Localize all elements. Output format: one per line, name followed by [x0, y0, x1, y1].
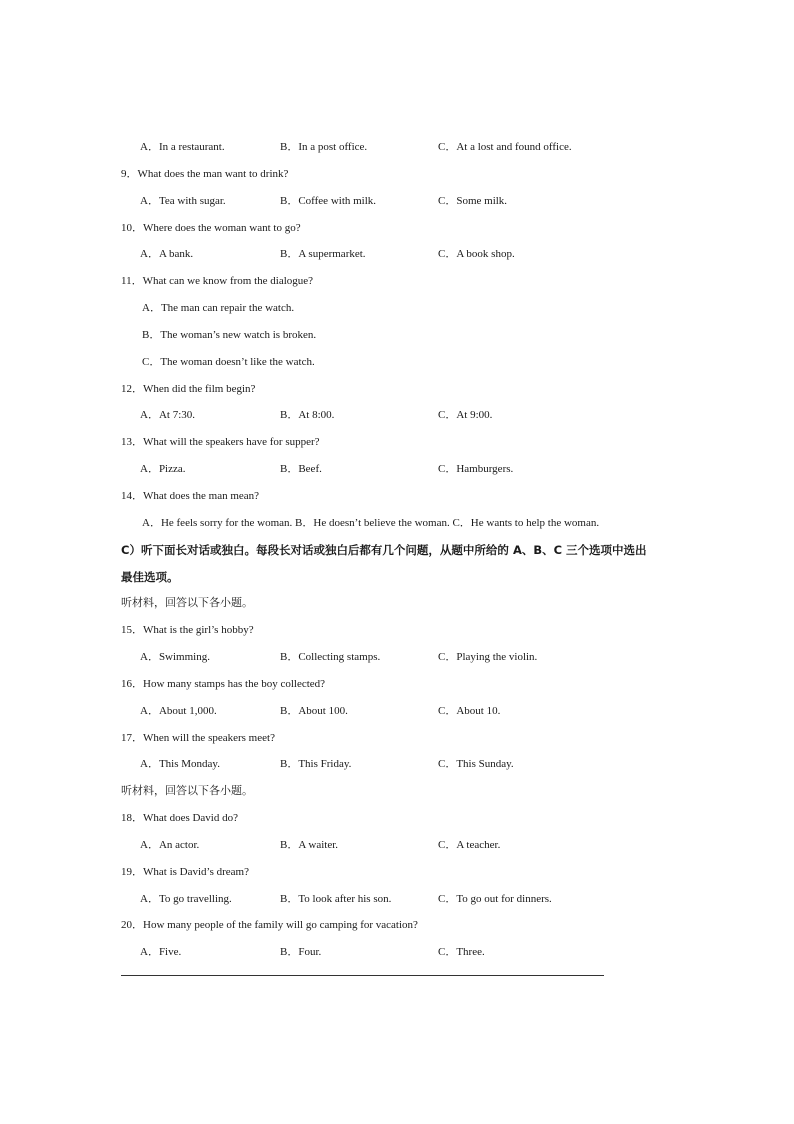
- question-text: 13．What will the speakers have for supper?: [121, 436, 320, 449]
- option-b: B．A supermarket.: [280, 248, 366, 261]
- question-text: 17．When will the speakers meet?: [121, 731, 275, 744]
- question-text: 15．What is the girl’s hobby?: [121, 624, 254, 637]
- question-text: 16．How many stamps has the boy collected?: [121, 677, 326, 690]
- question: [0, 810, 794, 837]
- option-text: B．The woman’s new watch is broken.: [142, 328, 317, 341]
- option-line: [0, 354, 794, 381]
- option-row: [0, 649, 794, 676]
- option-a: A．Swimming.: [140, 651, 210, 664]
- question-text: 12．When did the film begin?: [121, 382, 256, 395]
- option-b: B．Coffee with milk.: [280, 194, 377, 207]
- option-b: B．This Friday.: [280, 758, 352, 771]
- option-c: C．A teacher.: [438, 838, 501, 851]
- option-a: A．Pizza.: [140, 463, 186, 476]
- question-text: 19．What is David’s dream?: [121, 865, 249, 878]
- option-line: [0, 300, 794, 327]
- option-row: [0, 139, 794, 166]
- option-b: B．Collecting stamps.: [280, 651, 381, 664]
- option-line: [0, 515, 794, 542]
- question-text: 11．What can we know from the dialogue?: [121, 275, 314, 288]
- option-a: A．An actor.: [140, 838, 200, 851]
- option-c: C．Playing the violin.: [438, 651, 538, 664]
- option-b: B．To look after his son.: [280, 892, 392, 905]
- option-b: B．At 8:00.: [280, 409, 335, 422]
- option-row: [0, 837, 794, 864]
- option-row: [0, 193, 794, 220]
- option-row: [0, 407, 794, 434]
- option-text: A．He feels sorry for the woman. B．He doesn’t believe the woman. C．He wants to help the woman.: [142, 516, 600, 529]
- option-row: [0, 944, 794, 971]
- question: [0, 864, 794, 891]
- sub-instruction: [0, 783, 794, 810]
- question: [0, 220, 794, 247]
- option-c: C．A book shop.: [438, 248, 515, 261]
- option-a: A．To go travelling.: [140, 892, 232, 905]
- option-b: B．About 100.: [280, 704, 348, 717]
- question: [0, 676, 794, 703]
- question: [0, 381, 794, 408]
- instruction-text: 听材料，回答以下各小题。: [121, 597, 253, 610]
- option-b: B．Beef.: [280, 463, 322, 476]
- question-text: 20．How many people of the family will go camping for vacation?: [121, 919, 418, 932]
- option-b: B．In a post office.: [280, 141, 368, 153]
- option-c: C．Some milk.: [438, 194, 508, 207]
- question-text: 9．What does the man want to drink?: [121, 167, 289, 180]
- option-text: A．The man can repair the watch.: [142, 302, 295, 315]
- option-b: B．Four.: [280, 946, 322, 959]
- option-line: [0, 327, 794, 354]
- question: [0, 622, 794, 649]
- question: [0, 488, 794, 515]
- question-text: 18．What does David do?: [121, 812, 238, 825]
- option-row: [0, 756, 794, 783]
- instruction-text: C）听下面长对话或独白。每段长对话或独白后都有几个问题，从题中所给的 A、B、C 三个选项中选出: [121, 542, 647, 557]
- instruction-text: 最佳选项。: [121, 569, 179, 584]
- instruction-text: 听材料，回答以下各小题。: [121, 785, 253, 798]
- option-row: [0, 703, 794, 730]
- section-instruction: [0, 569, 794, 596]
- question: [0, 730, 794, 757]
- option-c: C．At 9:00.: [438, 409, 493, 422]
- option-row: [0, 246, 794, 273]
- option-a: A．About 1,000.: [140, 704, 217, 717]
- option-a: A．A bank.: [140, 248, 194, 261]
- option-row: [0, 461, 794, 488]
- option-c: C．Three.: [438, 946, 485, 959]
- option-a: A．At 7:30.: [140, 409, 195, 422]
- option-a: A．Tea with sugar.: [140, 194, 226, 207]
- question-text: 10．Where does the woman want to go?: [121, 221, 301, 234]
- end-divider: [121, 975, 604, 976]
- question: [0, 273, 794, 300]
- question: [0, 434, 794, 461]
- question-text: 14．What does the man mean?: [121, 489, 260, 502]
- question: [0, 917, 794, 944]
- option-c: C．To go out for dinners.: [438, 892, 552, 905]
- sub-instruction: [0, 595, 794, 622]
- section-instruction: [0, 542, 794, 569]
- option-c: C．At a lost and found office.: [438, 141, 572, 153]
- option-a: A．In a restaurant.: [140, 141, 225, 153]
- document-page: [0, 139, 794, 971]
- question: [0, 166, 794, 193]
- option-row: [0, 891, 794, 918]
- option-text: C．The woman doesn’t like the watch.: [142, 355, 315, 368]
- option-c: C．Hamburgers.: [438, 463, 514, 476]
- option-a: A．Five.: [140, 946, 182, 959]
- option-c: C．This Sunday.: [438, 758, 514, 771]
- option-c: C．About 10.: [438, 704, 501, 717]
- option-a: A．This Monday.: [140, 758, 220, 771]
- option-b: B．A waiter.: [280, 838, 339, 851]
